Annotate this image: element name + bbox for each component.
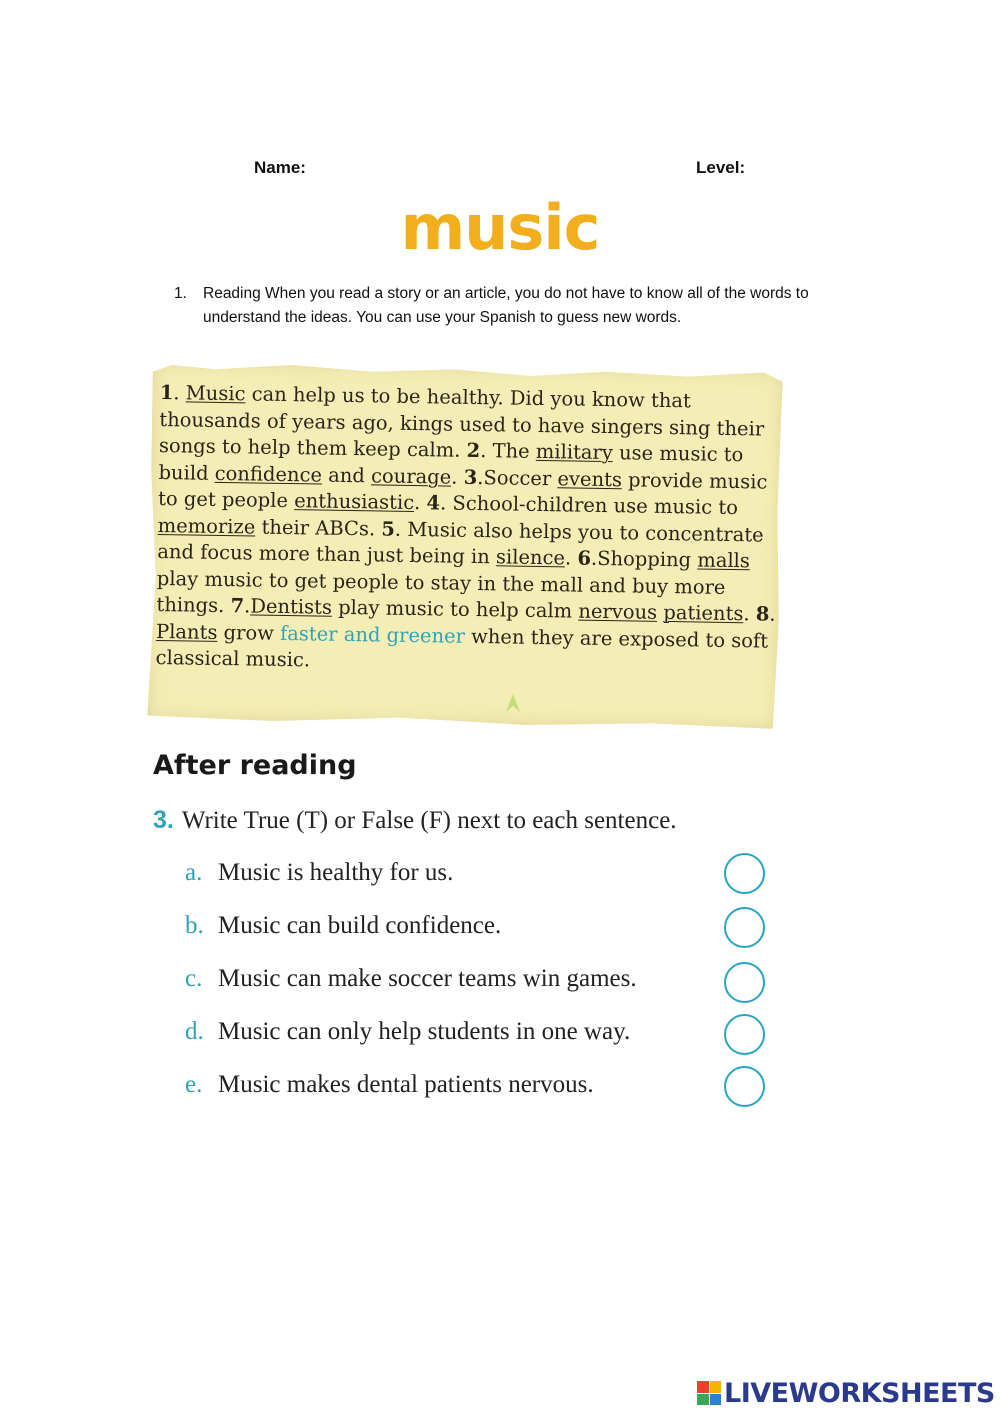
- after-reading-heading: After reading: [153, 750, 357, 781]
- vocab-word: nervous: [578, 599, 658, 624]
- passage-text: .Soccer: [477, 465, 558, 490]
- passage-text: . School-children use music to: [439, 491, 739, 520]
- passage-text: . Music also helps you to concentrate and focus more than just being in: [157, 517, 764, 569]
- answer-circle-c[interactable]: [724, 962, 765, 1003]
- liveworksheets-footer: [697, 1376, 995, 1410]
- vocab-word: Plants: [155, 619, 218, 644]
- passage-text: their ABCs.: [255, 515, 382, 540]
- cursor-arrow-icon: [502, 690, 524, 714]
- worksheet-title: music: [400, 191, 600, 264]
- passage-text: .: [243, 594, 251, 618]
- passage-text: grow: [217, 620, 281, 645]
- answer-circle-b[interactable]: [724, 907, 765, 948]
- vocab-word: enthusiastic: [294, 489, 415, 515]
- vocab-word: patients: [663, 600, 744, 626]
- statement-text: Music is healthy for us.: [218, 859, 454, 886]
- passage-text: .: [743, 602, 757, 626]
- statement-item: [185, 965, 637, 993]
- passage-text: can help us to be healthy. Did you know that thousands of years ago, kings used to have singers sing their songs to help them keep calm.: [158, 382, 765, 462]
- level-label: Level:: [696, 158, 746, 177]
- statement-letter: e.: [185, 1071, 203, 1098]
- vocab-word: courage: [370, 463, 452, 489]
- vocab-word: malls: [697, 548, 751, 573]
- passage-text: and: [321, 463, 372, 487]
- sentence-number: 1: [159, 380, 174, 405]
- vocab-word: events: [557, 466, 623, 491]
- question-3: [153, 806, 677, 835]
- sentence-number: 6: [577, 546, 592, 570]
- passage-text: .: [173, 381, 186, 405]
- question-number: 3.: [153, 806, 174, 834]
- vocab-word: confidence: [214, 461, 323, 487]
- brand-name: LIVEWORKSHEETS: [724, 1377, 995, 1409]
- reading-passage: [155, 380, 780, 681]
- answer-circle-d[interactable]: [724, 1014, 765, 1055]
- question-text: Write True (T) or False (F) next to each sentence.: [181, 807, 677, 834]
- vocab-word: military: [535, 439, 614, 465]
- passage-text: provide music to get people: [157, 467, 768, 513]
- sentence-number: 3: [463, 465, 478, 489]
- name-label: Name:: [254, 158, 306, 177]
- passage-text: faster and greener: [279, 621, 466, 648]
- sentence-number: 4: [426, 491, 441, 515]
- statement-item: [185, 1071, 594, 1099]
- vocab-word: Music: [185, 381, 246, 406]
- passage-text: play music to get people to stay in the mall and buy more things.: [156, 566, 726, 618]
- statement-letter: d.: [185, 1018, 204, 1045]
- instruction: [174, 282, 864, 330]
- statement-item: [185, 859, 453, 887]
- statement-text: Music can only help students in one way.: [218, 1018, 631, 1045]
- statement-text: Music can build confidence.: [218, 912, 502, 939]
- passage-text: .: [769, 602, 776, 626]
- passage-text: .: [413, 491, 427, 515]
- passage-text: when they are exposed to soft classical music.: [155, 624, 769, 672]
- statement-letter: b.: [185, 912, 204, 939]
- instruction-text: Reading When you read a story or an article, you do not have to know all of the words to understand the ideas. You can use your Spanish to guess new words.: [203, 285, 809, 326]
- passage-text: .: [451, 465, 464, 489]
- statement-letter: a.: [185, 859, 203, 886]
- statement-text: Music can make soccer teams win games.: [218, 965, 637, 992]
- passage-text: . The: [480, 439, 537, 463]
- answer-circle-e[interactable]: [724, 1066, 765, 1107]
- vocab-word: silence: [495, 545, 566, 570]
- liveworksheets-logo-icon: [697, 1381, 721, 1405]
- sentence-number: 8: [755, 602, 770, 626]
- sentence-number: 7: [230, 594, 245, 618]
- statement-item: [185, 1018, 630, 1046]
- instruction-number: 1.: [174, 285, 187, 302]
- sentence-number: 5: [381, 516, 396, 541]
- statement-item: [185, 912, 501, 940]
- answer-circle-a[interactable]: [724, 853, 765, 894]
- passage-text: play music to help calm: [331, 595, 579, 623]
- sentence-number: 2: [466, 438, 481, 463]
- statement-text: Music makes dental patients nervous.: [218, 1071, 594, 1098]
- passage-text: .: [564, 546, 578, 570]
- statement-letter: c.: [185, 965, 203, 992]
- vocab-word: Dentists: [250, 594, 333, 619]
- passage-text: .Shopping: [590, 546, 698, 572]
- vocab-word: memorize: [157, 513, 256, 539]
- passage-text: use music to build: [158, 441, 744, 485]
